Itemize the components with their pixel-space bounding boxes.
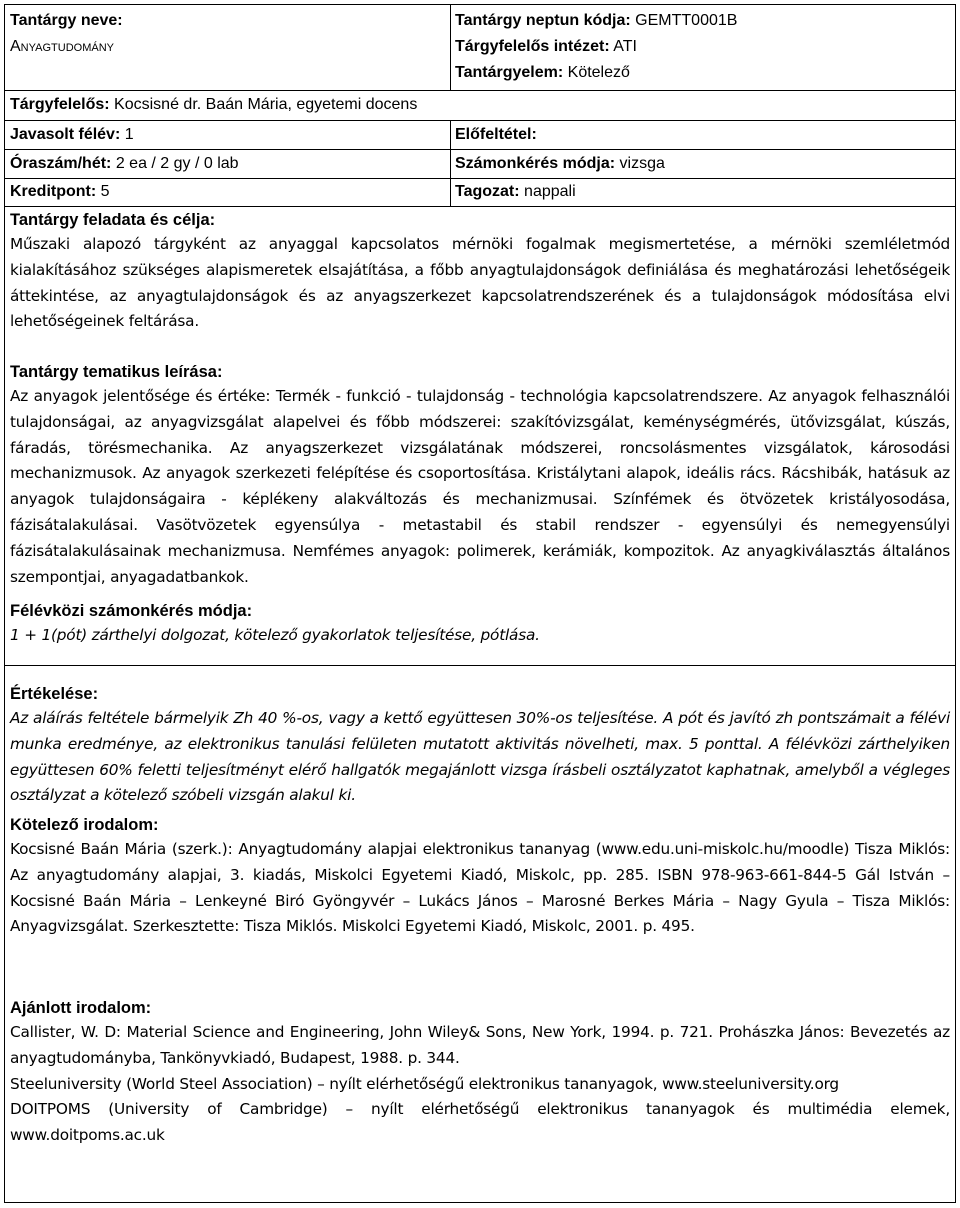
divider [5, 665, 955, 666]
course-datasheet [4, 4, 956, 1203]
divider [5, 90, 955, 91]
topics-heading: Tantárgy tematikus leírása: [10, 363, 223, 381]
divider [5, 206, 955, 207]
midterm-section [10, 599, 950, 649]
exam-type: Számonkérés módja: vizsga [455, 155, 665, 172]
topics-section [10, 360, 950, 590]
subject-name-label: Tantárgy neve: [10, 12, 123, 29]
evaluation-text: Az aláírás feltétele bármelyik Zh 40 %-os, vagy a kettő együttesen 30%-os teljesítése. A pót és javító zh pontszámait a félévi munka eredménye, az elektronikus tanulási felületen mutatott aktivitás növelheti, max. 5 ponttal. A félévközi zárthelyiken együttesen 60% feletti teljesítményt elérő hallgatók megajánlott vizsga írásbeli osztályzatot kaphatnak, amelyből a végleges osztályzat a kötelező szóbeli vizsgán alakul ki. [10, 709, 950, 805]
responsible-person: Tárgyfelelős: Kocsisné dr. Baán Mária, egyetemi docens [10, 96, 418, 113]
recommended-literature-item: Steeluniversity (World Steel Association) – nyílt elérhetőségű elektronikus tananyagok, www.steeluniversity.org [10, 1074, 839, 1093]
goal-heading: Tantárgy feladata és célja: [10, 211, 216, 229]
divider [5, 178, 955, 179]
neptun-code: Tantárgy neptun kódja: GEMTT0001B [455, 12, 738, 29]
subject-name-value: Anyagtudomány [10, 38, 114, 55]
required-literature-section [10, 813, 950, 940]
recommended-semester: Javasolt félév: 1 [10, 126, 134, 143]
divider [450, 120, 451, 206]
required-literature-heading: Kötelező irodalom: [10, 816, 159, 834]
subject-element: Tantárgyelem: Kötelező [455, 64, 630, 81]
recommended-literature-heading: Ajánlott irodalom: [10, 999, 152, 1017]
credit-points: Kreditpont: 5 [10, 183, 110, 200]
recommended-literature-section [10, 996, 950, 1149]
divider [5, 149, 955, 150]
evaluation-heading: Értékelése: [10, 685, 99, 703]
required-literature-text: Kocsisné Baán Mária (szerk.): Anyagtudomány alapjai elektronikus tananyag (www.edu.uni-miskolc.hu/moodle) Tisza Miklós: Az anyagtudomány alapjai, 3. kiadás, Miskolci Egyetemi Kiadó, Miskolc, pp. 285. ISBN 978-963-661-844-5 Gál István – Kocsisné Baán Mária – Lenkeyné Biró Gyöngyvér – Lukács János – Marosné Berkes Mária – Nagy Gyula – Tisza Miklós: Anyagvizsgálat. Szerkesztette: Tisza Miklós. Miskolci Egyetemi Kiadó, Miskolc, 2001. p. 495. [10, 840, 950, 936]
divider [450, 5, 451, 90]
responsible-institute: Tárgyfelelős intézet: ATI [455, 38, 637, 55]
recommended-literature-item: Callister, W. D: Material Science and Engineering, John Wiley& Sons, New York, 1994. p. 721. Prohászka János: Bevezetés az anyagtudományba, Tankönyvkiadó, Budapest, 1988. p. 344. [10, 1023, 950, 1067]
prerequisite: Előfeltétel: [455, 126, 537, 143]
recommended-literature-item: DOITPOMS (University of Cambridge) – nyílt elérhetőségű elektronikus tananyagok és multimédia elemek, www.doitpoms.ac.uk [10, 1100, 950, 1145]
weekly-hours: Óraszám/hét: 2 ea / 2 gy / 0 lab [10, 155, 239, 172]
goal-text: Műszaki alapozó tárgyként az anyaggal kapcsolatos mérnöki fogalmak megismertetése, a mérnöki szemléletmód kialakításához szükséges alapismeretek elsajátítása, a főbb anyagtulajdonságok definiálása és meghatározási lehetőségeik áttekintése, az anyagtulajdonságok és az anyagszerkezet kapcsolatrendszerének és a tulajdonságok módosítása elvi lehetőségeinek feltárása. [10, 235, 950, 331]
midterm-heading: Félévközi számonkérés módja: [10, 602, 253, 620]
study-mode: Tagozat: nappali [455, 183, 576, 200]
goal-section [10, 208, 950, 335]
divider [5, 120, 955, 121]
evaluation-section [10, 682, 950, 809]
topics-text: Az anyagok jelentősége és értéke: Termék - funkció - tulajdonság - technológia kapcsolatrendszere. Az anyagok felhasználói tulajdonságai, az anyagvizsgálat alapelvei és főbb módszerei: szakítóvizsgálat, keménységmérés, ütővizsgálat, kúszás, fáradás, törésmechanika. Az anyagszerkezet vizsgálatának módszerei, roncsolásmentes vizsgálatok, károsodási mechanizmusok. Az anyagok szerkezeti felépítése és csoportosítása. Kristálytani alapok, ideális rács. Rácshibák, hatásuk az anyagok tulajdonságaira - képlékeny alakváltozás és mechanizmusai. Színfémek és ötvözetek kristályosodása, fázisátalakulásai. Vasötvözetek egyensúlya - metastabil és stabil rendszer - egyensúlyi és nemegyensúlyi fázisátalakulásainak mechanizmusa. Nemfémes anyagok: polimerek, kerámiák, kompozitok. Az anyagkiválasztás általános szempontjai, anyagadatbankok. [10, 387, 950, 586]
midterm-text: 1 + 1(pót) zárthelyi dolgozat, kötelező gyakorlatok teljesítése, pótlása. [10, 626, 540, 644]
